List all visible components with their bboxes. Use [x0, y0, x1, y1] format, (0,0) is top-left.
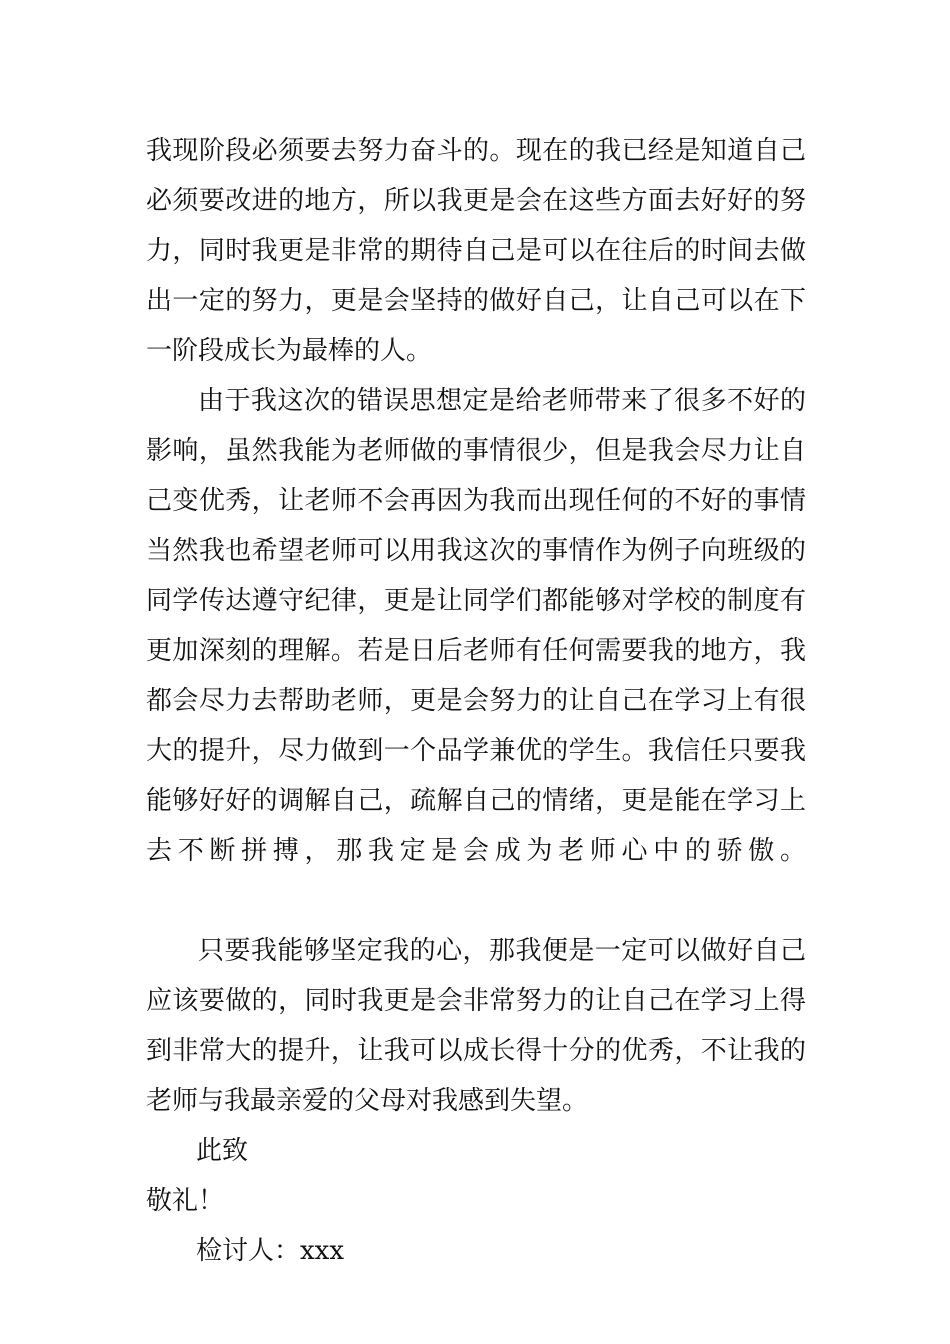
letter-body [146, 126, 806, 1276]
paragraph-line [146, 876, 806, 926]
paragraph-line: 能够好好的调解自己，疏解自己的情绪，更是能在学习上 [146, 786, 806, 816]
paragraph-3 [146, 926, 806, 1126]
paragraph-1 [146, 126, 806, 376]
paragraph-line: 必须要改进的地方，所以我更是会在这些方面去好好的努 [146, 186, 806, 216]
paragraph-line: 当然我也希望老师可以用我这次的事情作为例子向班级的 [146, 536, 806, 566]
paragraph-line: 我现阶段必须要去努力奋斗的。现在的我已经是知道自己 [146, 136, 806, 166]
closing-respect: 敬礼！ [146, 1186, 225, 1216]
paragraph-line: 更加深刻的理解。若是日后老师有任何需要我的地方，我 [146, 636, 806, 666]
paragraph-line: 大的提升，尽力做到一个品学兼优的学生。我信任只要我 [146, 736, 806, 766]
closing-salutation: 此致 [196, 1136, 249, 1166]
paragraph-line: 力，同时我更是非常的期待自己是可以在往后的时间去做 [146, 236, 806, 266]
paragraph-line: 只要我能够坚定我的心，那我便是一定可以做好自己 [198, 936, 806, 966]
paragraph-line: 应该要做的，同时我更是会非常努力的让自己在学习上得 [146, 986, 806, 1016]
paragraph-line: 去不断拼搏，那我定是会成为老师心中的骄傲。 [146, 836, 806, 866]
paragraph-line: 到非常大的提升，让我可以成长得十分的优秀，不让我的 [146, 1036, 806, 1066]
paragraph-line: 老师与我最亲爱的父母对我感到失望。 [146, 1086, 589, 1116]
paragraph-line: 一阶段成长为最棒的人。 [146, 336, 433, 366]
letter-closing [146, 1126, 806, 1276]
paragraph-2 [146, 376, 806, 926]
paragraph-line: 同学传达遵守纪律，更是让同学们都能够对学校的制度有 [146, 586, 806, 616]
paragraph-line: 由于我这次的错误思想定是给老师带来了很多不好的 [198, 386, 806, 416]
paragraph-line: 己变优秀，让老师不会再因为我而出现任何的不好的事情 [146, 486, 806, 516]
signer-line: 检讨人：xxx [196, 1236, 344, 1266]
paragraph-line: 影响，虽然我能为老师做的事情很少，但是我会尽力让自 [146, 436, 806, 466]
paragraph-line: 出一定的努力，更是会坚持的做好自己，让自己可以在下 [146, 286, 806, 316]
paragraph-line: 都会尽力去帮助老师，更是会努力的让自己在学习上有很 [146, 686, 806, 716]
